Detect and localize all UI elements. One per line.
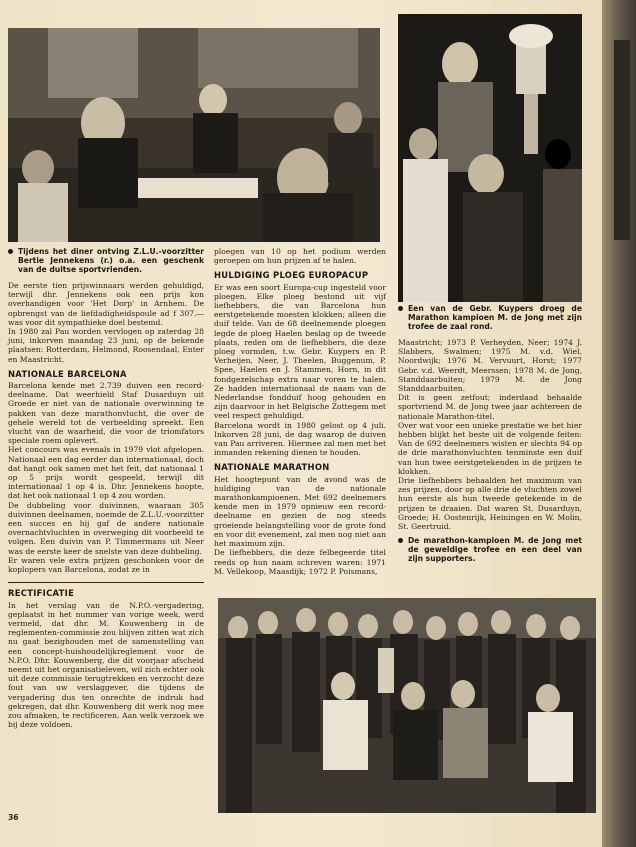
binding-shadow	[614, 40, 630, 240]
dinner-photo-caption: Tijdens het diner ontving Z.L.U.-voorzitter Bertie Jennekens (r.) o.a. een geschenk van de duitse sportvrienden.	[8, 247, 204, 274]
section-heading: HULDIGING PLOEG EUROPACUP	[214, 270, 369, 281]
bullet-icon	[398, 306, 403, 311]
paragraph: De liefhebbers, die deze felbegeerde titel reeds op hun naam schreven waren: 1971 M. Vellekoop, Maasdijk; 1972 P. Poismans,	[214, 548, 386, 576]
paragraph: Over wat voor een unieke prestatie we het hier hebben blijkt het beste uit de volgende feiten: Van de 692 deelnemers wisten er slechts 94 op de drie marathonvluchten tenminste een duif van hun twee eerstgetekenden in de prijzen te klokken.	[398, 420, 582, 476]
trophy-photo-caption: Een van de Gebr. Kuypers droeg de Marathon kampioen M. de Jong met zijn trofee de zaal rond.	[398, 304, 582, 331]
binding-edge	[602, 0, 636, 847]
paragraph: Het hoogtepunt van de avond was de huldiging van de nationale marathonkampioenen. Met 692 deelnemers kende men in 1979 opnieuw een record-deelname en gezien de nog steeds groeiende belangstelling voor de grote fond en voor dit evenement, zal men nog niet aan het maximum zijn.	[214, 474, 386, 549]
paragraph: Barcelona kende met 2.739 duiven een record-deelname. Dat weerhield Staf Dusarduyn uit Groede er niet van de nationale overwinning te pakken van deze marathonvlucht, die over de gehele wereld tot de verbeelding spreekt. Een vlucht van de waarheid, die voor de triomfators speciale roem oplevert.	[8, 381, 204, 446]
paragraph: De eerste tien prijswinnaars werden gehuldigd, terwijl dhr. Jennekens ook een prijs kon overhandigen voor 'Het Dorp' in Arnhem. De opbrengst van de liefdadigheidspoule ad f 307.— was voor dit sympathieke doel bestemd.	[8, 281, 204, 327]
section-heading: NATIONALE BARCELONA	[8, 368, 127, 379]
paragraph: Het concours was evenals in 1979 vlot afgelopen. Nationaal een dag eerder dan internationaal, doch dat hangt ook samen met het feit, dat nationaal 1 op 5 prijs wordt gespeeld, terwijl dit internationaal 1 op 4 is. Dhr. Jennekens hoopte, dat het ook nationaal 1 op 4 zou worden.	[8, 445, 204, 501]
dinner-photo	[8, 28, 380, 242]
column-1	[8, 247, 204, 729]
paragraph: Er was een soort Europa-cup ingesteld voor ploegen. Elke ploeg bestond uit vijf liefhebbers, die van Barcelona hun eerstgetekende moesten klokken; alleen die duif telde. Van de 68 deelnemende ploegen legde de ploeg Haelen beslag op de tweede plaats, reden om de liefhebbers, die deze ploeg vormden, t.w. Gebr. Kuypers en P. Verheijen, Neer, J. Theelen, Buggenum, P. Spee, Haelen en J. Stammen, Horn, in dit fondgezelschap extra naar voren te halen. Ze hadden internationaal de naam van de Nederlandse fondduif hoog gehouden en zijn daarvoor in het Belgische Zottegem met veel respect gehuldigd.	[214, 282, 386, 421]
trophy-carry-photo	[398, 14, 582, 302]
paragraph: De dubbeling voor duivinnen, waaraan 305 duivinnen deelnamen, noemde de Z.L.U.-voorzitter een succes en hij gaf de andere nationale overnachtvluchten in overweging dit voorbeeld te volgen. Een duivin van P. Timmermans uit Neer was de eerste keer de snelste van deze dubbeling.	[8, 500, 204, 556]
section-heading: NATIONALE MARATHON	[214, 462, 330, 473]
page-number: 36	[8, 813, 19, 822]
paragraph: ploegen van 10 op het podium werden geroepen om hun prijzen af te halen.	[214, 247, 386, 266]
paragraph: Maastricht; 1973 P. Verheyden, Neer; 1974 J. Slabbers, Swalmen; 1975 M. v.d. Wiel, Noordwijk; 1976 M. Vervuurt, Horst; 1977 Gebr. v.d. Weerdt, Meerssen; 1978 M. de Jong, Standdaarbuiten; 1979 M. de Jong Standdaarbuiten.	[398, 338, 582, 394]
section-heading: RECTIFICATIE	[8, 588, 75, 599]
bullet-icon	[398, 538, 403, 543]
column-2	[214, 247, 386, 576]
bullet-icon	[8, 249, 13, 254]
paragraph: In 1980 zal Pau worden vervlogen op zaterdag 28 juni, inkorven maandag 23 juni, op de bekende plaatsen: Rotterdam, Helmond, Roosendaal, Enter en Maastricht.	[8, 327, 204, 364]
divider	[8, 582, 204, 583]
supporters-photo	[218, 598, 596, 813]
paragraph: Drie liefhebbers behaalden het maximum van zes prijzen, door op alle drie de vluchten zowel hun eerste als hun tweede getekende in de prijzen te draaien. Dat waren St. Dusarduyn, Groede; H. Oostenrijk, Heiningen en W. Molin, St. Geertruid.	[398, 476, 582, 532]
column-3	[398, 304, 582, 563]
paragraph: Barcelona wordt in 1980 gelost op 4 juli. Inkorven 28 juni, de dag waarop de duiven van Pau arriveren. Hiermee zal men met het inmanden rekening dienen te houden.	[214, 420, 386, 458]
paragraph: Er waren vele extra prijzen geschonken voor de koplopers van Barcelona, zodat ze in	[8, 555, 204, 575]
supporters-photo-caption: De marathon-kampioen M. de Jong met de geweldige trofee en een deel van zijn supporters.	[398, 536, 582, 563]
paragraph: Dit is geen zetfout; inderdaad behaalde sportvriend M. de Jong twee jaar achtereen de nationale Marathon-titel.	[398, 393, 582, 421]
paragraph: In het verslag van de N.P.O.-vergadering, geplaatst in het nummer van vorige week, werd vermeld, dat dhr. M. Kouwenberg in de reglementen-commissie zou blijven zitten wat zich nu gaat bezighouden met de samenstelling van een concept-huishoudelijkreglement voor de N.P.O. Dhr. Kouwenberg, die dit voorjaar afscheid neemt uit het organisatieleven, wil zich echter ook uit deze commissie terugtrekken en verzocht deze fout van uw verslaggever, die tijdens de vergadering dus ten onrechte de indruk had gekregen, dat dhr. Kouwenberg dit werk nog mee zou afmaken, te rectificeren. Aan welk verzoek we bij deze voldoen.	[8, 600, 204, 730]
